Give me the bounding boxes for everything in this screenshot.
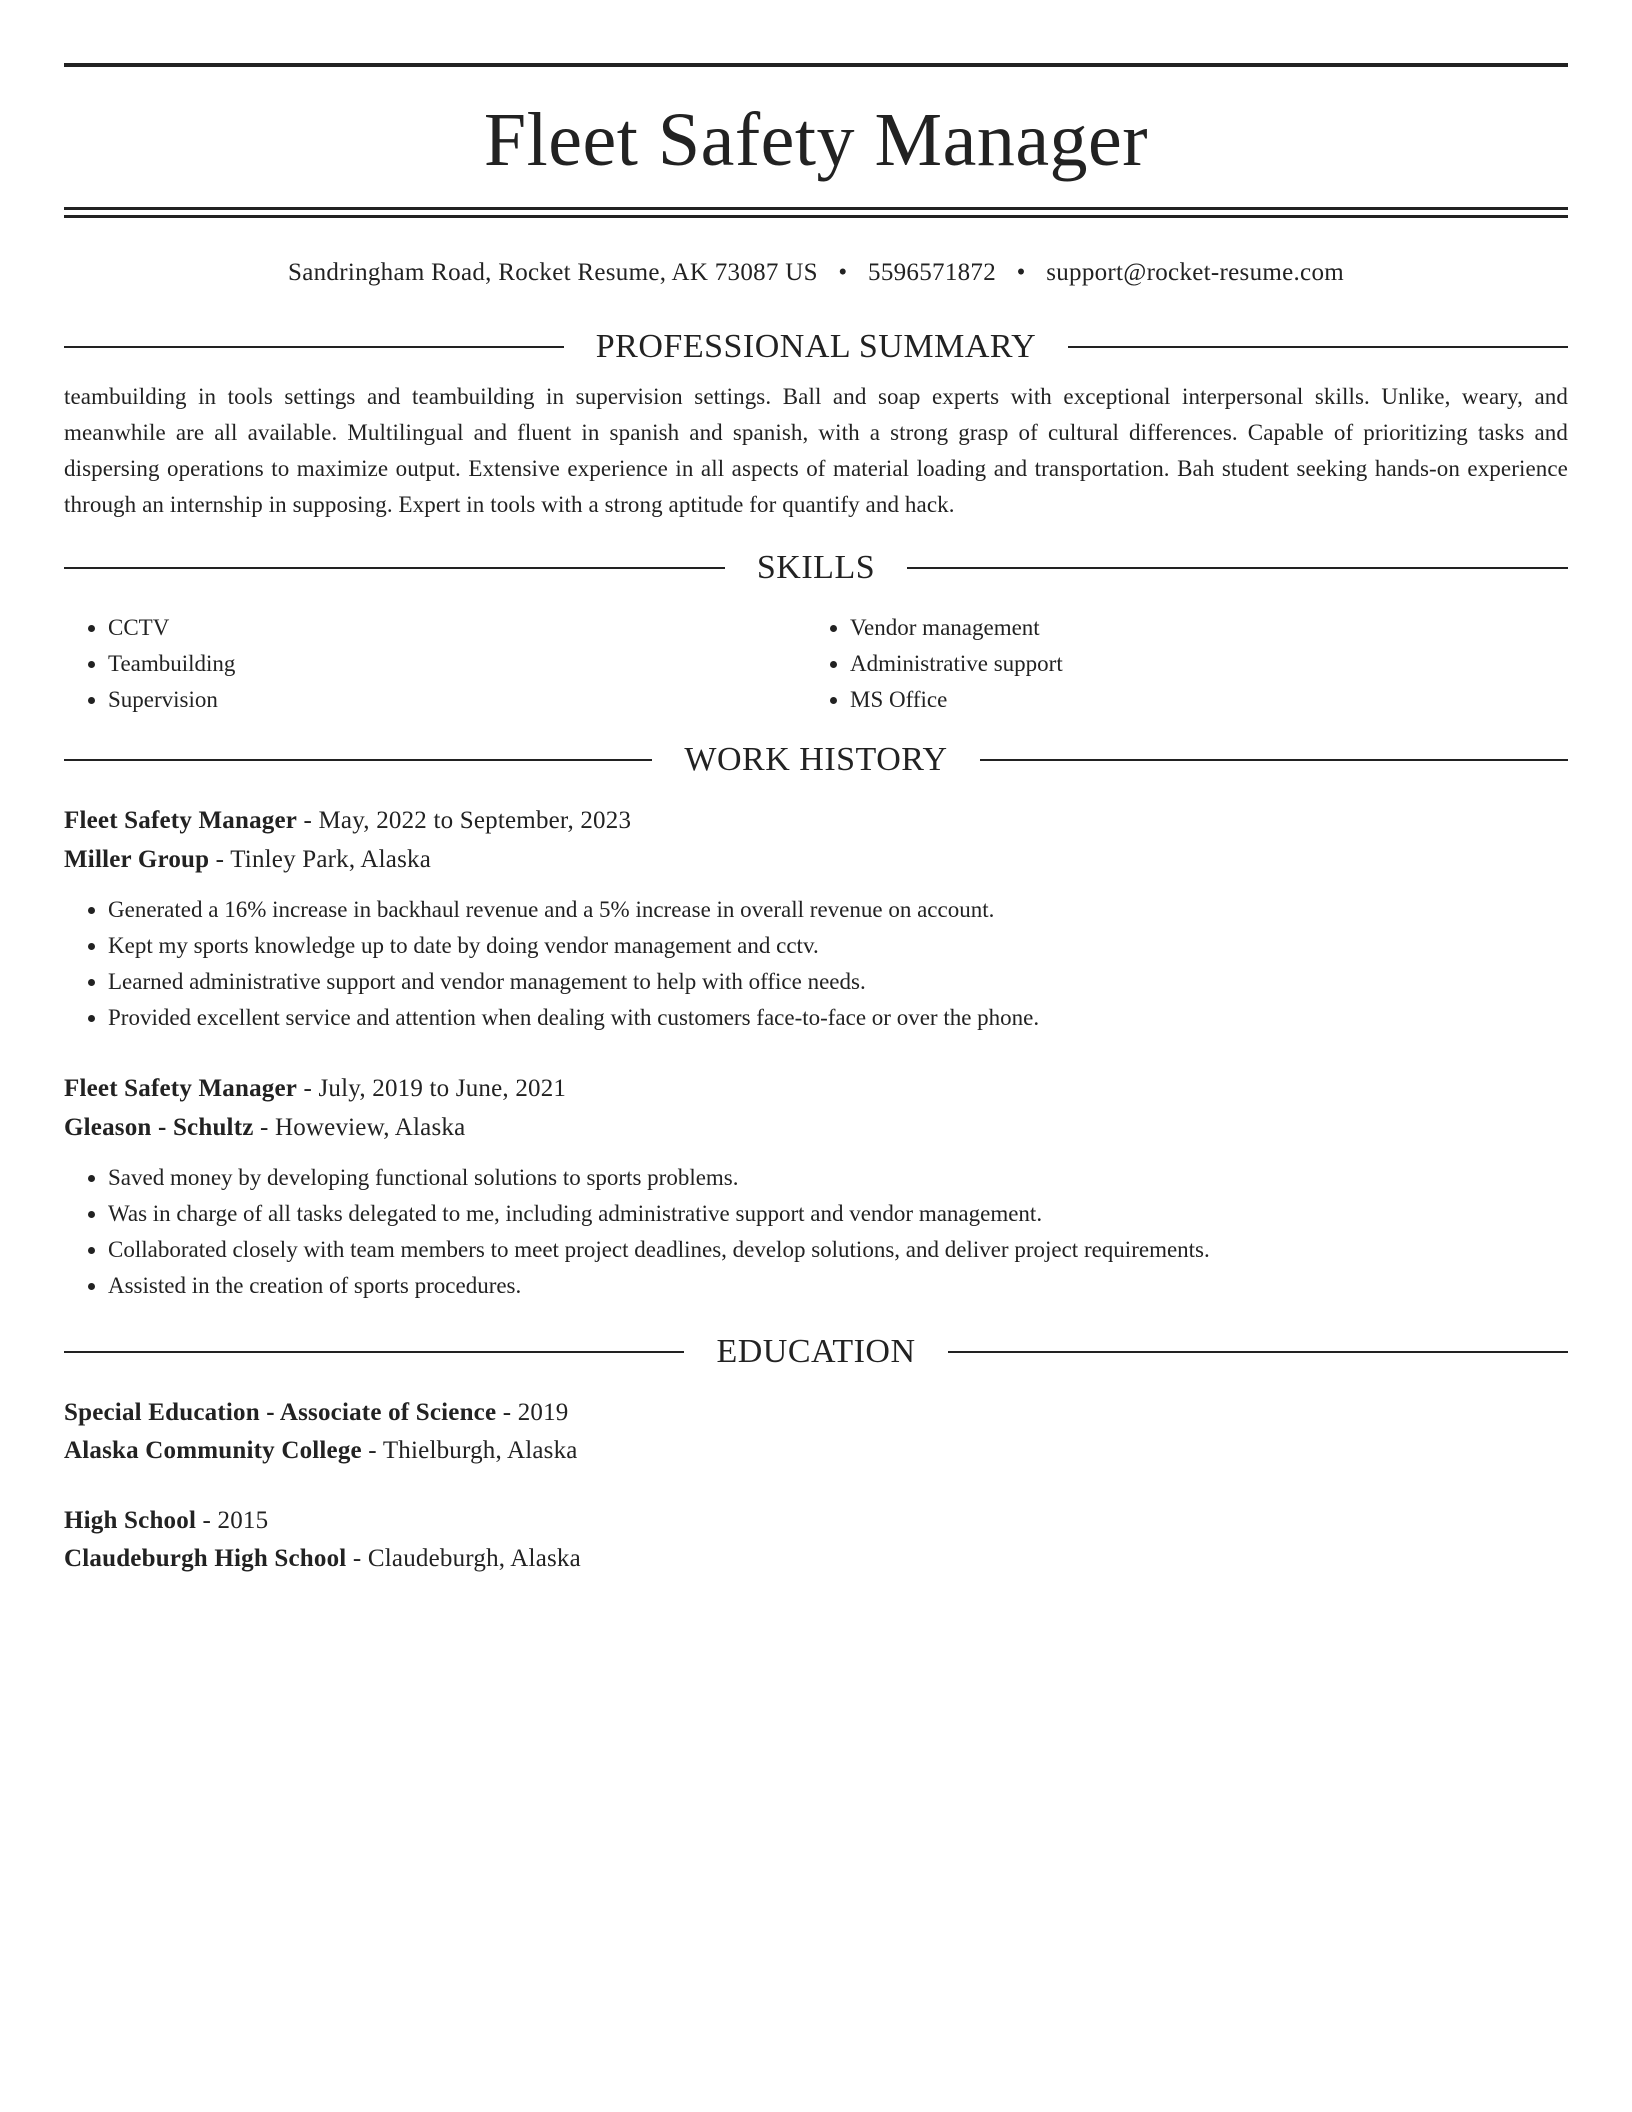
education-year: - 2015 [196,1507,269,1534]
job-location: - Howeview, Alaska [253,1114,466,1141]
skills-list [64,610,1568,718]
education-entry [64,1502,1568,1578]
job-bullet: • Learned administrative support and vendor management to help with office needs. [108,964,1568,1000]
job-title-line [64,802,1568,840]
skill-item: • Teambuilding [108,646,806,682]
education-year: - 2019 [496,1399,569,1426]
skill-item: • CCTV [108,610,806,646]
contact-phone: 5596571872 [868,259,997,286]
job-location: - Tinley Park, Alaska [209,846,432,873]
skills-column-left [64,610,806,718]
contact-separator: • [1016,259,1026,286]
job-title: Fleet Safety Manager [64,807,298,834]
summary-section-header [64,327,1568,367]
divider-line [64,567,725,569]
job-company-line [64,1109,1568,1147]
job-company: Miller Group [64,846,210,873]
divider-line [64,346,564,348]
job-title: Fleet Safety Manager [64,1075,298,1102]
divider-line [64,1351,684,1353]
contact-separator: • [838,259,848,286]
skills-heading: SKILLS [756,549,876,586]
job-bullet: • Provided excellent service and attention when dealing with customers face-to-face or over the phone. [108,1000,1568,1036]
resume-page [64,0,1568,1578]
resume-title: Fleet Safety Manager [483,98,1149,182]
contact-email: support@rocket-resume.com [1046,259,1344,286]
job-title-line [64,1070,1568,1108]
divider-line [1068,346,1568,348]
summary-text: teambuilding in tools settings and teambuilding in supervision settings. Ball and soap experts with exceptional interpersonal skills. Unlike, weary, and meanwhile are all available. Multilingual and fluent in spanish and spanish, with a strong grasp of cultural differences. Capable of prioritizing tasks and dispersing operations to maximize output. Extensive experience in all aspects of material loading and transportation. Bah student seeking hands-on experience through an internship in supposing. Expert in tools with a strong aptitude for quantify and hack. [64,384,1568,517]
skill-item: • Administrative support [850,646,1548,682]
education-school: Alaska Community College [64,1437,362,1464]
job-bullet: • Was in charge of all tasks delegated to me, including administrative support and vendor management. [108,1196,1568,1232]
job-company-line [64,841,1568,879]
job-bullet: • Generated a 16% increase in backhaul revenue and a 5% increase in overall revenue on account. [108,892,1568,928]
title-rule-upper [64,207,1568,210]
contact-address: Sandringham Road, Rocket Resume, AK 73087 US [288,259,818,286]
job-dates: - July, 2019 to June, 2021 [297,1075,567,1102]
education-school-line [64,1540,1568,1578]
job-bullet: • Saved money by developing functional solutions to sports problems. [108,1160,1568,1196]
education-degree: Special Education - Associate of Science [64,1399,497,1426]
job-entry [64,802,1568,1036]
education-degree-line [64,1394,1568,1432]
skills-column-right [806,610,1548,718]
divider-line [907,567,1568,569]
job-entry [64,1070,1568,1304]
education-degree: High School [64,1507,197,1534]
work-heading: WORK HISTORY [684,741,948,778]
skill-item: • Vendor management [850,610,1548,646]
education-location: - Claudeburgh, Alaska [346,1545,581,1572]
skill-item: • MS Office [850,682,1548,718]
education-location: - Thielburgh, Alaska [361,1437,578,1464]
job-bullet: • Kept my sports knowledge up to date by doing vendor management and cctv. [108,928,1568,964]
job-bullet: • Assisted in the creation of sports procedures. [108,1268,1568,1304]
education-section-header [64,1332,1568,1372]
education-degree-line [64,1502,1568,1540]
divider-line [980,759,1568,761]
title-rule-lower [64,215,1568,218]
job-bullet: • Collaborated closely with team members to meet project deadlines, develop solutions, and deliver project requirements. [108,1232,1568,1268]
education-school-line [64,1432,1568,1470]
job-bullets [64,1160,1568,1304]
job-bullets [64,892,1568,1036]
divider-line [948,1351,1568,1353]
education-entry [64,1394,1568,1470]
work-section-header [64,740,1568,780]
contact-line [64,255,1568,291]
job-dates: - May, 2022 to September, 2023 [297,807,632,834]
divider-line [64,759,652,761]
skills-section-header [64,548,1568,588]
education-school: Claudeburgh High School [64,1545,347,1572]
summary-heading: PROFESSIONAL SUMMARY [595,328,1037,365]
skill-item: • Supervision [108,682,806,718]
education-heading: EDUCATION [716,1333,916,1370]
job-company: Gleason - Schultz [64,1114,254,1141]
